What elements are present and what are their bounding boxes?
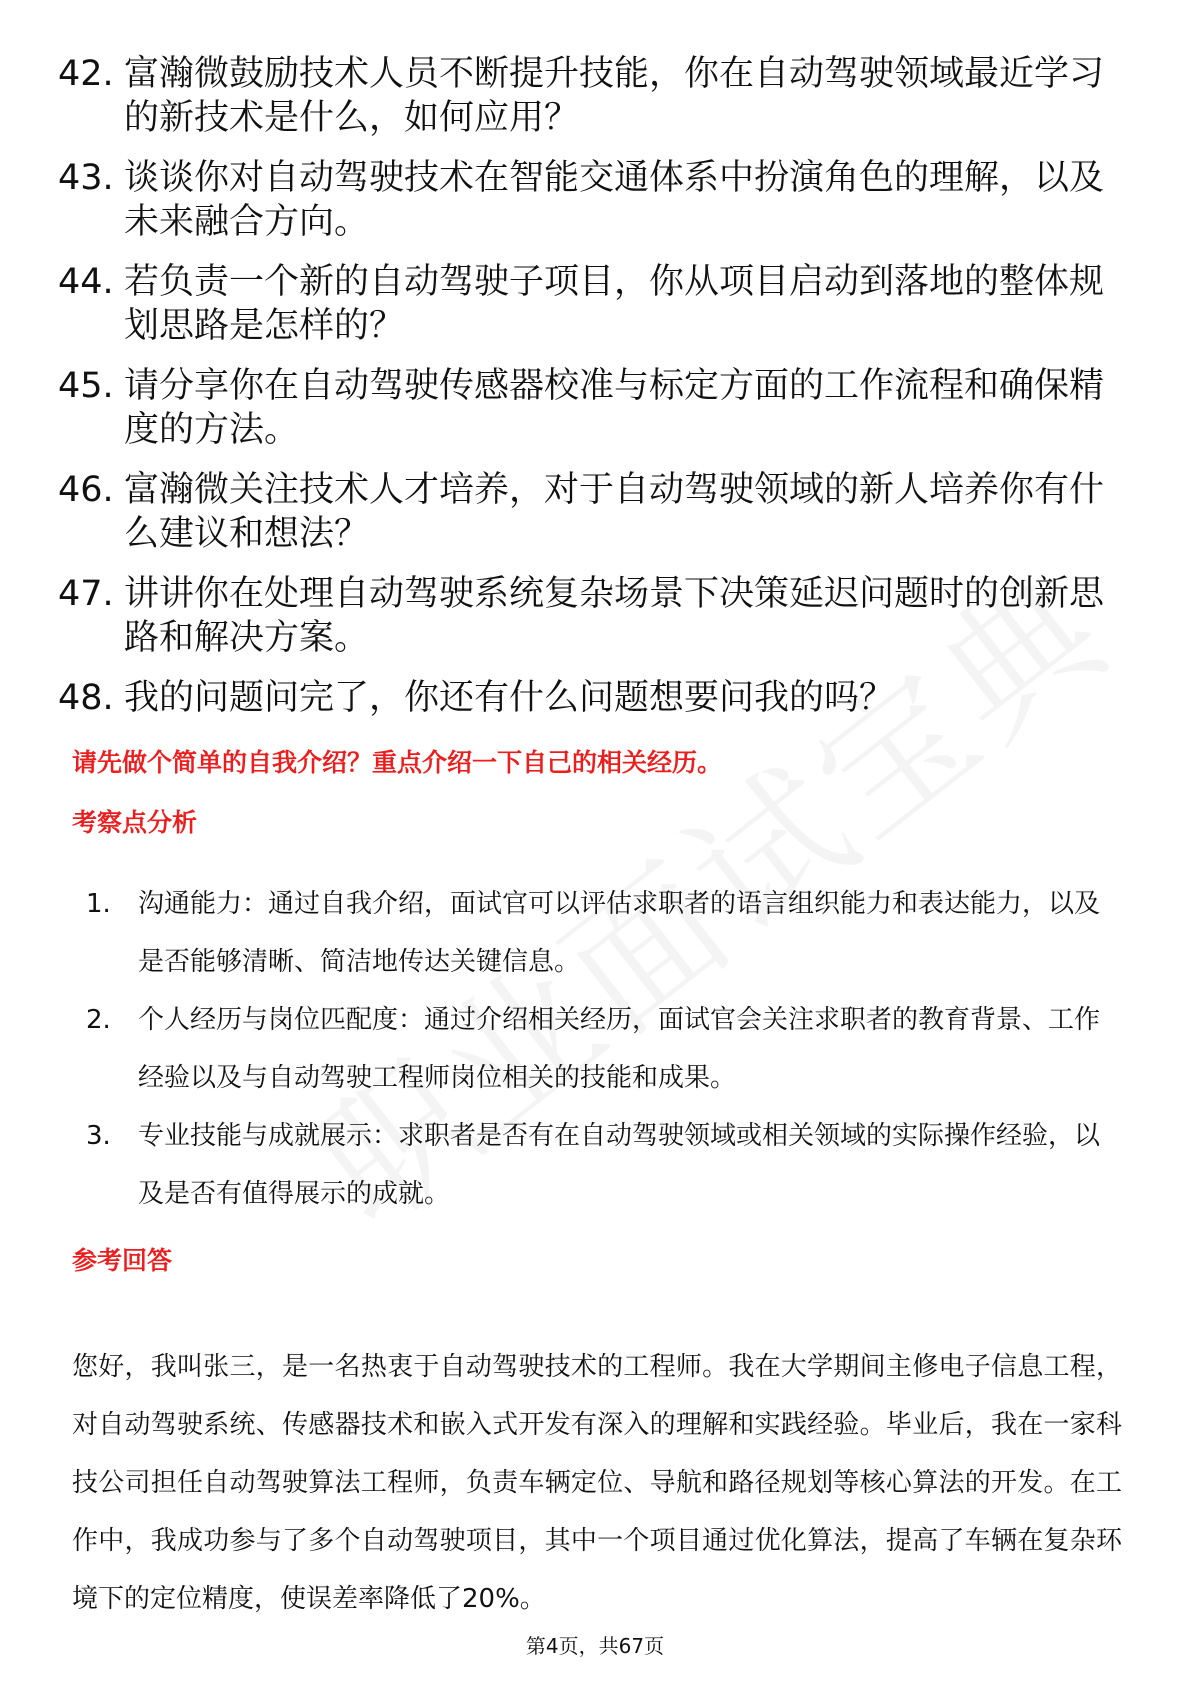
analysis-title: 考察点分析 [72, 808, 198, 837]
page-footer: 第4页，共67页 [525, 1634, 665, 1658]
question-text: 请分享你在自动驾驶传感器校准与标定方面的工作流程和确保精度的方法。 [124, 366, 1105, 450]
question-item [58, 676, 1118, 720]
question-number: 45. [58, 366, 114, 406]
question-text: 富瀚微关注技术人才培养，对于自动驾驶领域的新人培养你有什么建议和想法？ [124, 470, 1105, 554]
answer-paragraph: 您好，我叫张三，是一名热衷于自动驾驶技术的工程师。我在大学期间主修电子信息工程，对自动驾驶系统、传感器技术和嵌入式开发有深入的理解和实践经验。毕业后，我在一家科技公司担任自动驾驶算法工程师，负责车辆定位、导航和路径规划等核心算法的开发。在工作中，我成功参与了多个自动驾驶项目，其中一个项目通过优化算法，提高了车辆在复杂环境下的定位精度，使误差率降低了20%。 [72, 1352, 1122, 1614]
analysis-number: 1. [86, 889, 111, 919]
question-number: 44. [58, 262, 114, 302]
question-text: 我的问题问完了，你还有什么问题想要问我的吗？ [124, 678, 895, 718]
analysis-text: 沟通能力：通过自我介绍，面试官可以评估求职者的语言组织能力和表达能力，以及是否能够清晰、简洁地传达关键信息。 [138, 889, 1101, 977]
question-list [58, 52, 1118, 736]
analysis-text: 专业技能与成就展示：求职者是否有在自动驾驶领域或相关领域的实际操作经验，以及是否有值得展示的成就。 [138, 1121, 1101, 1209]
answer-title: 参考回答 [72, 1246, 173, 1275]
question-item [58, 572, 1118, 660]
analysis-item [72, 1107, 1122, 1223]
question-item [58, 156, 1118, 244]
question-number: 42. [58, 54, 114, 94]
question-number: 48. [58, 678, 114, 718]
analysis-list [72, 875, 1122, 1223]
analysis-item [72, 991, 1122, 1107]
question-item [58, 260, 1118, 348]
question-text: 讲讲你在处理自动驾驶系统复杂场景下决策延迟问题时的创新思路和解决方案。 [124, 574, 1105, 658]
question-text: 富瀚微鼓励技术人员不断提升技能，你在自动驾驶领域最近学习的新技术是什么，如何应用？ [124, 54, 1105, 138]
analysis-number: 2. [86, 1005, 111, 1035]
question-number: 43. [58, 158, 114, 198]
analysis-item [72, 875, 1122, 991]
question-number: 47. [58, 574, 114, 614]
question-text: 若负责一个新的自动驾驶子项目，你从项目启动到落地的整体规划思路是怎样的？ [124, 262, 1105, 346]
question-item [58, 468, 1118, 556]
question-item [58, 52, 1118, 140]
question-text: 谈谈你对自动驾驶技术在智能交通体系中扮演角色的理解，以及未来融合方向。 [124, 158, 1105, 242]
question-item [58, 364, 1118, 452]
question-number: 46. [58, 470, 114, 510]
question-heading: 请先做个简单的自我介绍？重点介绍一下自己的相关经历。 [72, 748, 723, 777]
analysis-number: 3. [86, 1121, 111, 1151]
analysis-text: 个人经历与岗位匹配度：通过介绍相关经历，面试官会关注求职者的教育背景、工作经验以及与自动驾驶工程师岗位相关的技能和成果。 [138, 1005, 1101, 1093]
